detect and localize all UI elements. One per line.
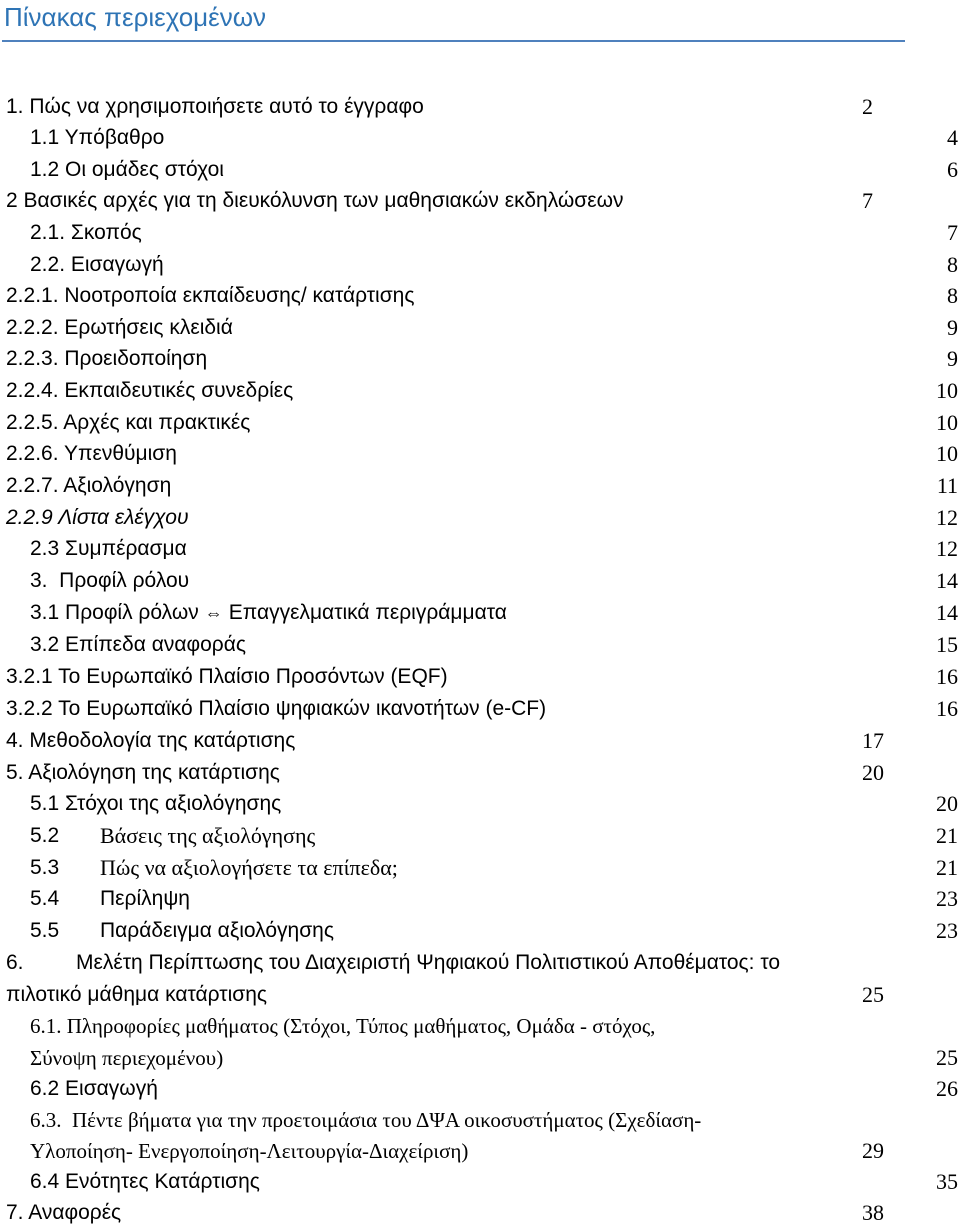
toc-entry-text-continued[interactable]: Σύνοψη περιεχομένου) — [30, 1046, 224, 1070]
toc-entry-page[interactable]: 26 — [936, 1076, 958, 1101]
toc-entry-text[interactable]: 6.2 Εισαγωγή — [30, 1077, 158, 1100]
toc-entry-text[interactable]: Πώς να αξιολογήσετε τα επίπεδα; — [100, 855, 398, 880]
toc-entry-text[interactable]: 1.1 Υπόβαθρο — [30, 126, 165, 149]
toc-entry-page[interactable]: 12 — [936, 505, 958, 530]
toc-entry-text[interactable]: 7. Αναφορές — [6, 1201, 122, 1224]
toc-entry-text[interactable]: 1. Πώς να χρησιμοποιήσετε αυτό το έγγραφο — [6, 95, 424, 118]
toc-entry-text[interactable]: 2.2. Εισαγωγή — [30, 253, 164, 276]
toc-entry-text[interactable]: 2.3 Συμπέρασμα — [30, 537, 187, 560]
toc-entry-page[interactable]: 9 — [947, 346, 958, 371]
toc-entry-text[interactable]: 3.2.2 Το Ευρωπαϊκό Πλαίσιο ψηφιακών ικανοτήτων (e-CF) — [6, 697, 547, 720]
toc-entry-text[interactable]: 5. Αξιολόγηση της κατάρτισης — [6, 761, 280, 784]
toc-entry-number: 5.2 — [30, 824, 60, 847]
toc-entry-text[interactable]: 2 Βασικές αρχές για τη διευκόλυνση των μαθησιακών εκδηλώσεων — [6, 189, 624, 212]
toc-entry-page[interactable]: 29 — [862, 1138, 884, 1163]
toc-entry-page[interactable]: 9 — [947, 315, 958, 340]
toc-entry-text[interactable]: 2.2.9 Λίστα ελέγχου — [6, 506, 189, 529]
toc-entry-page[interactable]: 20 — [862, 760, 884, 785]
toc-entry-page[interactable]: 4 — [947, 125, 958, 150]
title-rule — [2, 40, 905, 42]
toc-entry-page[interactable]: 25 — [936, 1045, 958, 1070]
toc-entry-text[interactable]: Παράδειγμα αξιολόγησης — [100, 919, 334, 942]
toc-entry-page[interactable]: 20 — [936, 791, 958, 816]
toc-entry-page[interactable]: 7 — [862, 188, 873, 213]
toc-entry-page[interactable]: 16 — [936, 696, 958, 721]
toc-entry-text[interactable]: 3. Προφίλ ρόλου — [30, 569, 190, 592]
toc-entry-text[interactable]: 2.2.6. Υπενθύμιση — [6, 442, 177, 465]
toc-entry-page[interactable]: 2 — [862, 94, 873, 119]
toc-entry-text[interactable]: 2.2.1. Νοοτροποία εκπαίδευσης/ κατάρτισης — [6, 284, 415, 307]
toc-entry-text[interactable]: Περίληψη — [100, 887, 190, 910]
toc-entry-page[interactable]: 8 — [947, 252, 958, 277]
toc-entry-page[interactable]: 6 — [947, 157, 958, 182]
toc-entry-text[interactable]: 2.2.3. Προειδοποίηση — [6, 347, 208, 370]
toc-entry-page[interactable]: 15 — [936, 632, 958, 657]
toc-entry-page[interactable]: 25 — [862, 982, 884, 1007]
toc-entry-page[interactable]: 38 — [862, 1200, 884, 1225]
toc-entry-text[interactable]: 2.2.4. Εκπαιδευτικές συνεδρίες — [6, 379, 294, 402]
toc-entry-page[interactable]: 21 — [936, 855, 958, 880]
toc-entry-text[interactable]: Βάσεις της αξιολόγησης — [100, 823, 316, 848]
toc-entry-text[interactable]: 1.2 Οι ομάδες στόχοι — [30, 158, 224, 181]
toc-entry-page[interactable]: 11 — [936, 473, 958, 498]
toc-entry-page[interactable]: 23 — [936, 886, 958, 911]
toc-entry-3-1[interactable] — [30, 600, 507, 626]
toc-entry-text[interactable]: 2.2.5. Αρχές και πρακτικές — [6, 411, 251, 434]
toc-entry-text: 3.1 Προφίλ ρόλων — [30, 601, 199, 624]
toc-entry-page[interactable]: 17 — [862, 728, 884, 753]
toc-entry-number: 6. — [6, 951, 24, 974]
toc-entry-text: Επαγγελματικά περιγράμματα — [228, 601, 507, 624]
toc-entry-page[interactable]: 8 — [947, 283, 958, 308]
toc-entry-text-continued[interactable]: Υλοποίηση- Ενεργοποίηση-Λειτουργία-Διαχείριση) — [30, 1139, 469, 1163]
toc-entry-number: 5.5 — [30, 919, 60, 942]
toc-entry-number: 5.4 — [30, 887, 60, 910]
toc-entry-page[interactable]: 16 — [936, 664, 958, 689]
toc-entry-page[interactable]: 14 — [936, 600, 958, 625]
toc-entry-number: 5.3 — [30, 856, 60, 879]
toc-entry-text[interactable]: 3.2 Επίπεδα αναφοράς — [30, 633, 246, 656]
toc-entry-text[interactable]: 4. Μεθοδολογία της κατάρτισης — [6, 729, 296, 752]
toc-entry-text[interactable]: 6.1. Πληροφορίες μαθήματος (Στόχοι, Τύπος μαθήματος, Ομάδα - στόχος, — [30, 1014, 656, 1038]
toc-entry-page[interactable]: 12 — [936, 536, 958, 561]
toc-entry-text[interactable]: 5.1 Στόχοι της αξιολόγησης — [30, 792, 282, 815]
left-right-arrow-icon: ⇔ — [204, 603, 223, 623]
toc-entry-page[interactable]: 21 — [936, 823, 958, 848]
toc-entry-page[interactable]: 10 — [936, 410, 958, 435]
toc-entry-text[interactable]: 6.3. Πέντε βήματα για την προετοιμάσια του ΔΨΑ οικοσυστήματος (Σχεδίαση- — [30, 1108, 702, 1132]
toc-entry-text[interactable]: 6.4 Ενότητες Κατάρτισης — [30, 1170, 260, 1193]
toc-entry-page[interactable]: 14 — [936, 568, 958, 593]
toc-entry-text[interactable]: 3.2.1 Το Ευρωπαϊκό Πλαίσιο Προσόντων (EQF) — [6, 665, 448, 688]
toc-entry-page[interactable]: 7 — [947, 220, 958, 245]
toc-entry-page[interactable]: 10 — [936, 441, 958, 466]
toc-entry-text-continued[interactable]: πιλοτικό μάθημα κατάρτισης — [6, 983, 268, 1006]
toc-entry-text[interactable]: 2.2.7. Αξιολόγηση — [6, 474, 172, 497]
toc-entry-text[interactable]: 2.1. Σκοπός — [30, 221, 142, 244]
toc-entry-text[interactable]: 2.2.2. Ερωτήσεις κλειδιά — [6, 316, 233, 339]
toc-entry-page[interactable]: 35 — [936, 1169, 958, 1194]
toc-entry-page[interactable]: 10 — [936, 378, 958, 403]
toc-entry-page[interactable]: 23 — [936, 918, 958, 943]
toc-entry-text[interactable]: Μελέτη Περίπτωσης του Διαχειριστή Ψηφιακού Πολιτιστικού Αποθέματος: το — [76, 951, 781, 974]
toc-title: Πίνακας περιεχομένων — [4, 2, 267, 32]
